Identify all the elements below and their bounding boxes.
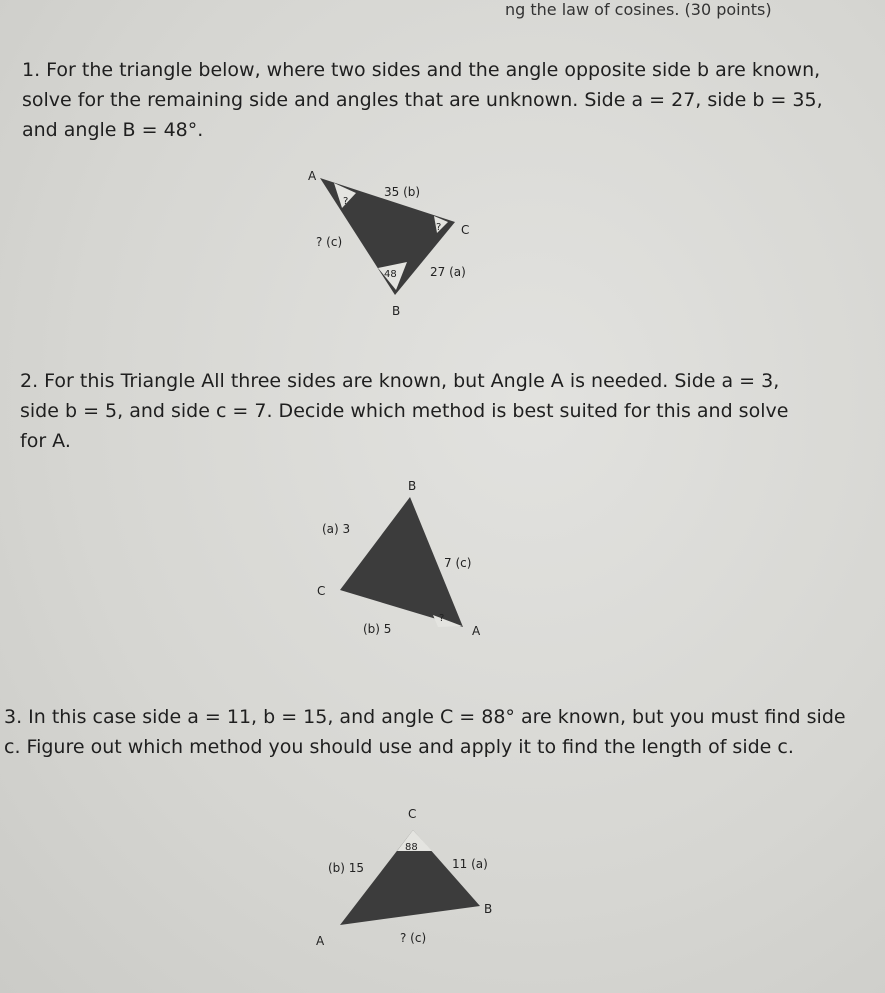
question-3-number: 3. <box>4 706 23 728</box>
question-2-text: For this Triangle All three sides are known, but Angle A is needed. Side a = 3, side b = 5, and side c = 7. Decide which method is best suited for this and solve for A. <box>20 370 789 452</box>
triangle-figure-3 <box>300 800 520 960</box>
question-1-number: 1. <box>22 59 41 81</box>
side-3-a-label: 11 (a) <box>452 857 488 871</box>
triangle-figure-1 <box>290 160 490 320</box>
vertex-1-B: B <box>392 304 401 318</box>
side-2-c-label: 7 (c) <box>444 556 472 570</box>
vertex-1-C: C <box>461 223 470 237</box>
side-1-c-label: ? (c) <box>316 235 343 249</box>
side-2-b-label: (b) 5 <box>363 622 392 636</box>
vertex-2-A: A <box>472 624 481 638</box>
question-3 <box>4 702 864 762</box>
angle-3-C-label: 88 <box>405 842 418 853</box>
side-1-b-label: 35 (b) <box>384 185 421 199</box>
angle-2-A-label: ? <box>439 613 445 624</box>
vertex-1-A: A <box>308 169 317 183</box>
side-3-b-label: (b) 15 <box>328 861 365 875</box>
vertex-2-C: C <box>317 584 326 598</box>
side-2-a-label: (a) 3 <box>322 522 351 536</box>
vertex-3-A: A <box>316 934 325 948</box>
question-3-text: In this case side a = 11, b = 15, and angle C = 88° are known, but you must find side c. Figure out which method you should use and apply it to find the length of side c. <box>4 706 846 758</box>
worksheet-header: ng the law of cosines. (30 points) <box>505 0 772 19</box>
angle-1-C-label: ? <box>436 222 442 233</box>
vertex-3-B: B <box>484 902 493 916</box>
question-2-number: 2. <box>20 370 39 392</box>
question-2 <box>20 366 820 456</box>
question-1 <box>22 55 842 145</box>
angle-1-B-label: 48 <box>384 269 397 280</box>
vertex-3-C: C <box>408 807 417 821</box>
side-1-a-label: 27 (a) <box>430 265 466 279</box>
vertex-2-B: B <box>408 479 417 493</box>
triangle-figure-2 <box>300 475 500 655</box>
side-3-c-label: ? (c) <box>400 931 427 945</box>
angle-1-A-label: ? <box>343 196 349 207</box>
question-1-text: For the triangle below, where two sides and the angle opposite side b are known, solve for the remaining side and angles that are unknown. Side a = 27, side b = 35, and angle B = 48°. <box>22 59 823 141</box>
